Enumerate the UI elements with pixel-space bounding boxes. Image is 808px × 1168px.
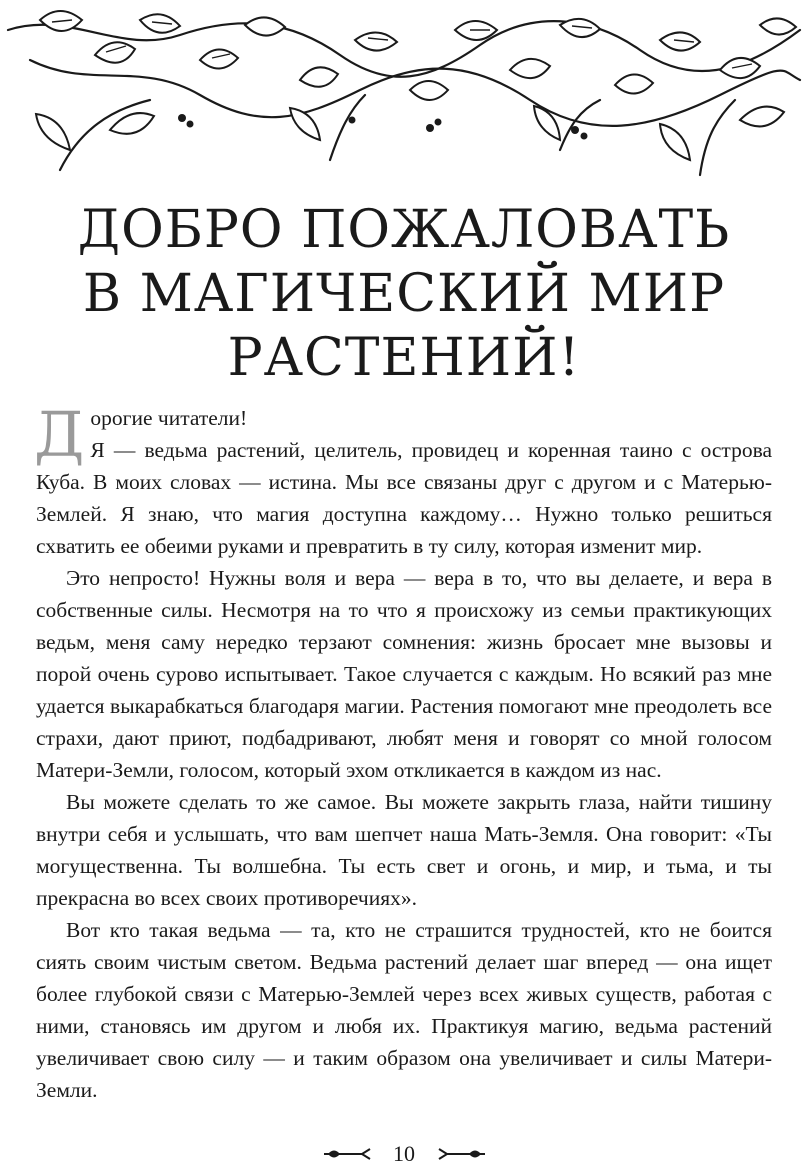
title-line-2: В МАГИЧЕСКИЙ МИР bbox=[82, 264, 726, 324]
flourish-left-icon bbox=[322, 1146, 374, 1162]
paragraph: Вот кто такая ведьма — та, кто не страшится трудностей, кто не боится сиять своим чистым светом. Ведьма растений делает шаг вперед — она ищет более глубокой связи с Матерью-Землей через всех живых существ, работая с ними, становясь им другом и любя их. Практикуя магию, ведьма растений увеличивает свою силу — и таким образом она увеличивает и силы Матери-Земли. bbox=[36, 918, 772, 1102]
page-title bbox=[0, 198, 808, 390]
page-number: 10 bbox=[393, 1140, 415, 1166]
first-paragraph-text: Я — ведьма растений, целитель, провидец и коренная таино с острова Куба. В моих словах — истина. Мы все связаны друг с другом и с Матерью-Землей. Я знаю, что магия доступна каждому… Нужно только решиться схватить ее обеими руками и превратить в ту силу, которая изменит мир. bbox=[36, 438, 772, 558]
ivy-vine-garland-icon bbox=[0, 0, 808, 200]
drop-cap: Д bbox=[34, 398, 85, 471]
paragraph: Это непросто! Нужны воля и вера — вера в то, что вы делаете, и вера в собственные силы. Несмотря на то что я происхожу из семьи практикующих ведьм, меня саму нередко терзают сомнения: жизнь бросает мне вызовы и порой очень сурово испытывает. Такое случается с каждым. Но всякий раз мне удается выкарабкаться благодаря магии. Растения помогают мне преодолеть все страхи, дают приют, подбадривают, любят меня и говорят со мной голосом Матери-Земли, голосом, который эхом откликается в каждом из нас. bbox=[36, 566, 772, 782]
greeting: орогие читатели! bbox=[90, 406, 248, 430]
flourish-right-icon bbox=[435, 1146, 487, 1162]
page-footer bbox=[0, 1138, 808, 1168]
paragraph: Вы можете сделать то же самое. Вы можете закрыть глаза, найти тишину внутри себя и услышать, что вам шепчет наша Мать-Земля. Она говорит: «Ты могущественна. Ты волшебна. Ты есть свет и огонь, и мир, и тьма, и ты прекрасна во всех своих противоречиях». bbox=[36, 790, 772, 910]
title-line-3: РАСТЕНИЙ! bbox=[227, 328, 581, 388]
first-paragraph bbox=[34, 398, 772, 562]
title-line-1: ДОБРО ПОЖАЛОВАТЬ bbox=[77, 200, 731, 260]
body-text bbox=[34, 398, 772, 1106]
